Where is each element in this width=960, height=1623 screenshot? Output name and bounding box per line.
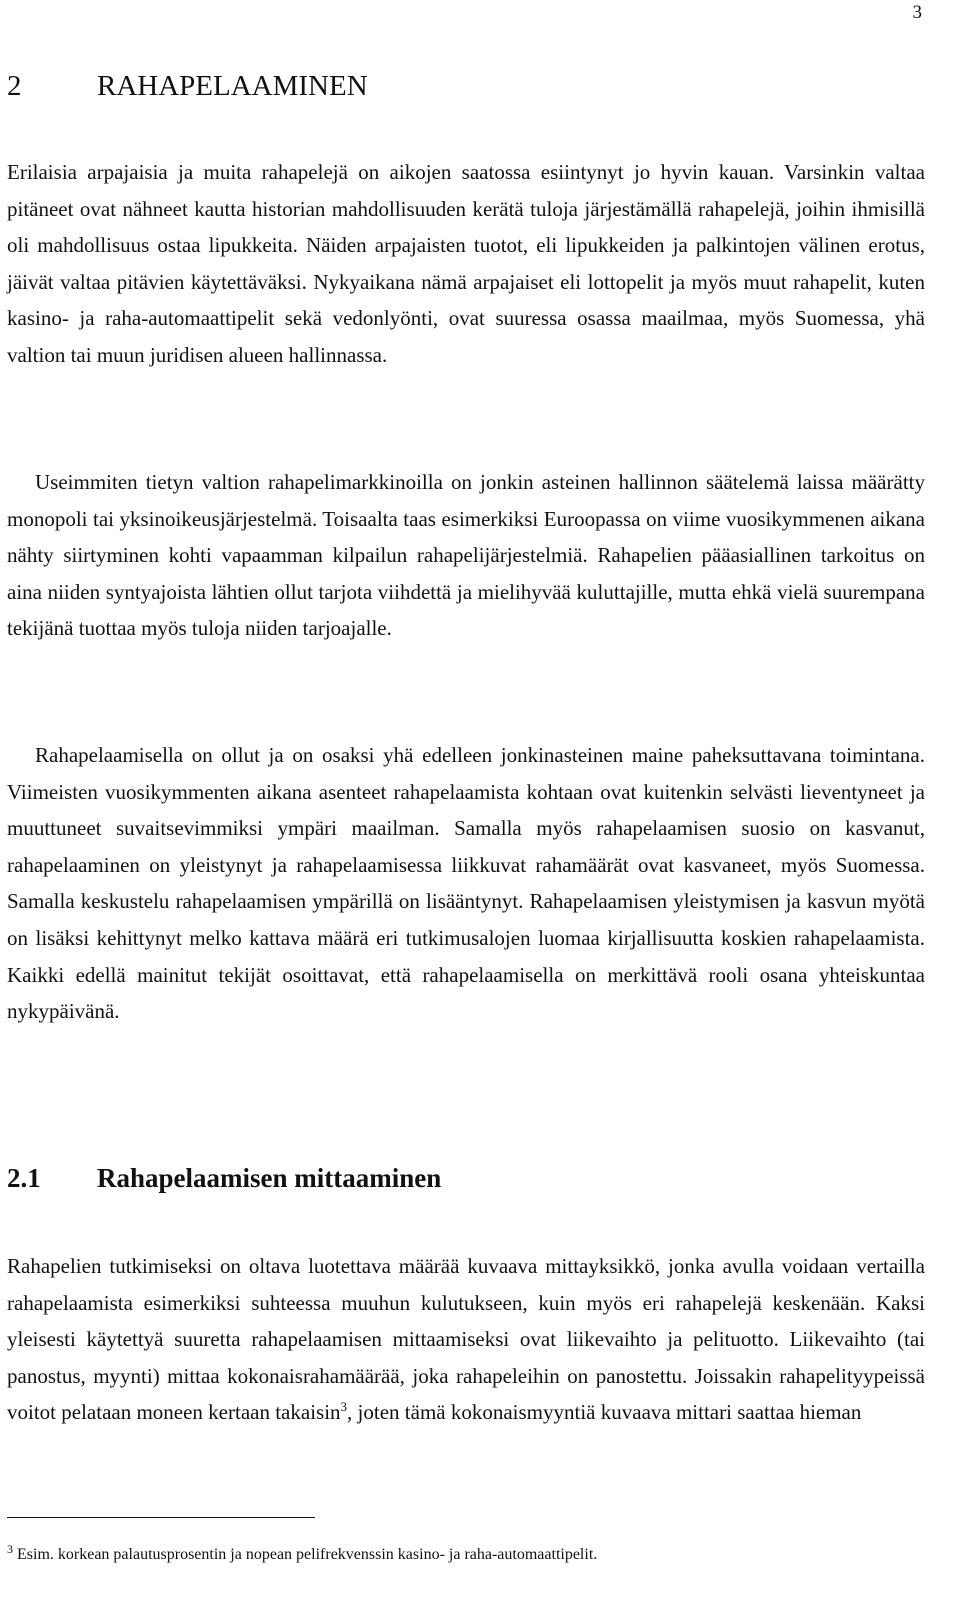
- paragraph-4-continuation: , joten tämä kokonaismyyntiä kuvaava mittari saattaa hieman: [347, 1400, 862, 1425]
- footnote-divider: [7, 1517, 315, 1518]
- paragraph-4: [7, 1248, 925, 1431]
- paragraph-1: Erilaisia arpajaisia ja muita rahapelejä on aikojen saatossa esiintynyt jo hyvin kauan. Varsinkin valtaa pitäneet ovat nähneet kautta historian mahdollisuuden kerätä tuloja järjestämällä rahapelejä, joihin ihmisillä oli mahdollisuus ostaa lipukkeita. Näiden arpajaisten tuotot, eli lipukkeiden ja palkintojen välinen erotus, jäivät valtaa pitävien käytettäväksi. Nykyaikana nämä arpajaiset eli lottopelit ja myös muut rahapelit, kuten kasino- ja raha-automaattipelit sekä vedonlyönti, ovat suuressa osassa maailmaa, myös Suomessa, yhä valtion tai muun juridisen alueen hallinnassa.: [7, 160, 925, 367]
- page-number: 3: [912, 2, 922, 23]
- paragraph-2: Useimmiten tietyn valtion rahapelimarkkinoilla on jonkin asteinen hallinnon säätelemä laissa määrätty monopoli tai yksinoikeusjärjestelmä. Toisaalta taas esimerkiksi Euroopassa on viime vuosikymmenen aikana nähty siirtyminen kohti vapaamman kilpailun rahapelijärjestelmiä. Rahapelien pääasiallinen tarkoitus on aina niiden syntyajoista lähtien ollut tarjota viihdettä ja mielihyvää kuluttajille, mutta ehkä vielä suurempana tekijänä tuottaa myös tuloja niiden tarjoajalle.: [7, 470, 925, 641]
- footnote-text: Esim. korkean palautusprosentin ja nopean pelifrekvenssin kasino- ja raha-automaattipelit.: [17, 1546, 598, 1563]
- footnote: [7, 1538, 925, 1566]
- paragraph-3: Rahapelaamisella on ollut ja on osaksi yhä edelleen jonkinasteinen maine paheksuttavana toimintana. Viimeisten vuosikymmenten aikana asenteet rahapelaamista kohtaan ovat kuitenkin selvästi lieventyneet ja muuttuneet suvaitsevimmiksi ympäri maailman. Samalla myös rahapelaamisen suosio on kasvanut, rahapelaaminen on yleistynyt ja rahapelaamisessa liikkuvat rahamäärät ovat kasvaneet, myös Suomessa. Samalla keskustelu rahapelaamisen ympärillä on lisääntynyt. Rahapelaamisen yleistymisen ja kasvun myötä on lisäksi kehittynyt melko kattava määrä eri tutkimusalojen luomaa kirjallisuutta koskien rahapelaamista. Kaikki edellä mainitut tekijät osoittavat, että rahapelaamisella on merkittävä rooli osana yhteiskuntaa nykypäivänä.: [7, 743, 925, 1024]
- footnote-mark: 3: [7, 1542, 13, 1556]
- section-title: RAHAPELAAMINEN: [97, 70, 368, 102]
- section-heading: [7, 70, 368, 103]
- subsection-title: Rahapelaamisen mittaaminen: [97, 1163, 442, 1193]
- subsection-number: 2.1: [7, 1163, 41, 1193]
- subsection-heading: [7, 1163, 441, 1194]
- paragraph-4-text: Rahapelien tutkimiseksi on oltava luotettava määrää kuvaava mittayksikkö, jonka avulla voidaan vertailla rahapelaamista esimerkiksi suhteessa muuhun kulutukseen, kuin myös eri rahapelejä keskenään. Kaksi yleisesti käytettyä suuretta rahapelaamisen mittaamiseksi ovat liikevaihto ja pelituotto. Liikevaihto (tai panostus, myynti) mittaa kokonaisrahamäärää, joka rahapeleihin on panostettu. Joissakin rahapelityypeissä voitot pelataan moneen kertaan takaisin: [7, 1254, 925, 1425]
- section-number: 2: [7, 70, 22, 102]
- footnote-reference[interactable]: 3: [340, 1399, 348, 1415]
